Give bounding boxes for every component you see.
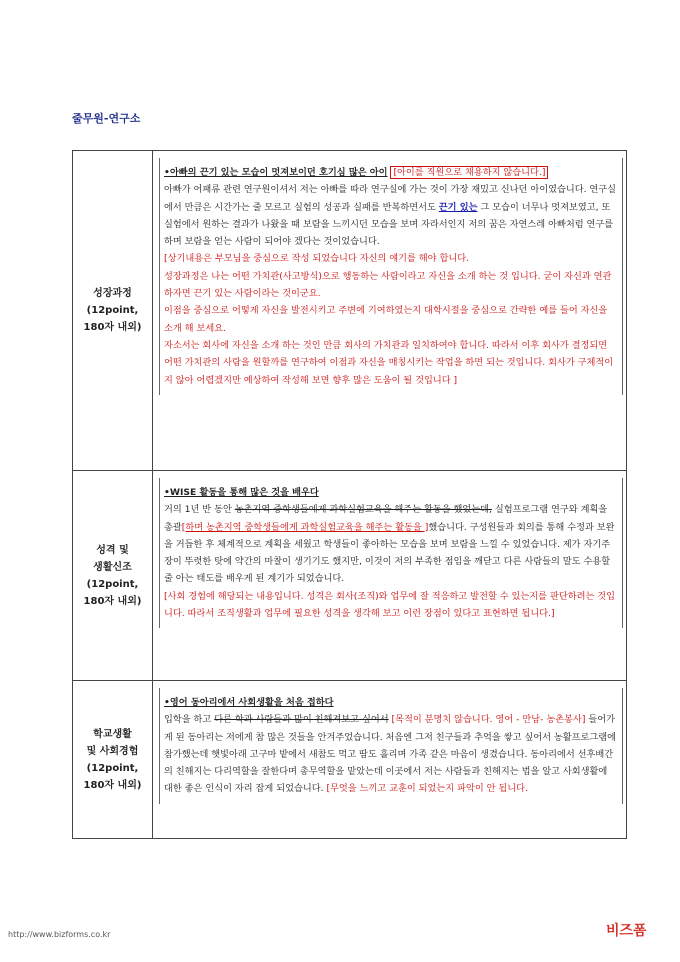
reviewer-note: [아이를 직원으로 채용하지 않습니다.] bbox=[390, 166, 548, 179]
table-row-growth bbox=[73, 151, 627, 471]
section-body bbox=[164, 501, 618, 587]
resume-table bbox=[72, 150, 627, 839]
table-row-personality bbox=[73, 471, 627, 681]
row-content-school-life bbox=[153, 681, 627, 839]
label-line: 180자 내외) bbox=[83, 595, 142, 607]
row-content-growth bbox=[153, 151, 627, 471]
label-line: (12point, bbox=[86, 578, 139, 590]
label-line: 성장과정 bbox=[93, 288, 132, 299]
highlight-text: 끈기 있는 bbox=[438, 201, 478, 213]
row-label-school-life bbox=[73, 681, 153, 839]
reviewer-comment: 이점을 중심으로 어떻게 자신을 발전시키고 주변에 기여하였는지 대학시절을 중심으로 간략한 예를 들어 자신을 소개 해 보세요. bbox=[164, 305, 608, 334]
reviewer-comment: [무엇을 느끼고 교훈이 되었는지 파악이 안 됩니다. bbox=[323, 783, 528, 795]
reviewer-comment: 자소서는 회사에 자신을 소개 하는 것인 만큼 회사의 가치관과 일치하여야 합니다. 따라서 이후 회사가 결정되면 어떤 가치관의 사람을 원할까를 연구하여 이점과 자신을 매칭시키는 작업을 하면 되는 것입니다. 회사가 구체적이지 않아 어렵겠지만 예상하여 작성해 보면 향후 많은 도움이 될 것입니다 ] bbox=[164, 339, 614, 386]
row-label-growth bbox=[73, 151, 153, 471]
reviewer-comment: [상기내용은 부모님을 중심으로 작성 되었습니다 자신의 얘기를 해야 합니다. bbox=[164, 253, 469, 265]
label-line: 생활신조 bbox=[93, 561, 132, 573]
page-title: 줄무원-연구소 bbox=[72, 112, 141, 125]
section-heading: •영어 동아리에서 사회생활을 처음 접하다 bbox=[164, 697, 334, 708]
footer-url: http://www.bizforms.co.kr bbox=[8, 930, 111, 939]
row-label-personality bbox=[73, 471, 153, 681]
body-text: 거의 1년 반 동안 bbox=[164, 504, 235, 516]
reviewer-comment: [사회 경험에 해당되는 내용입니다. 성격은 회사(조직)와 업무에 잘 적응하고 발전할 수 있는지를 판단하려는 것입니다. 따라서 조직생활과 업무에 필요한 성격을 생각해 보고 이런 장점이 있다고 표현하면 됩니다.] bbox=[164, 590, 616, 620]
body-text: 입학을 하고 bbox=[164, 714, 215, 726]
body-text: 그 모습이 너무나 멋져보였고, 또 실험에서 원하는 결과가 나왔을 때 보람을 느끼시던 모습을 보며 자라서인지 저의 꿈은 자연스레 아빠처럼 연구를 하며 보람을 얻는 사람이 되어야 겠다는 것이었습니다. bbox=[164, 201, 614, 248]
section-body bbox=[164, 181, 618, 250]
struck-text: 농촌지역 중학생들에게 과학실험교육을 해주는 활동을 했었는데, bbox=[234, 504, 492, 516]
table-row-school-life bbox=[73, 681, 627, 839]
section-body bbox=[164, 711, 618, 797]
label-line: 성격 및 bbox=[96, 544, 129, 556]
bizforms-logo: 비즈폼 bbox=[606, 923, 647, 939]
section-heading: •WISE 활동을 통해 많은 것을 배우다 bbox=[164, 487, 319, 498]
label-line: 및 사회경험 bbox=[86, 745, 139, 757]
label-line: 학교생활 bbox=[93, 728, 132, 740]
section-heading: •아빠의 끈기 있는 모습이 멋져보이던 호기심 많은 아이 bbox=[164, 167, 388, 178]
reviewer-note: [하며 농촌지역 중학생들에게 과학실험교육을 해주는 활동을 ] bbox=[181, 521, 429, 533]
reviewer-note: [목적이 분명치 않습니다. 영어 - 만남- 농촌봉사] bbox=[388, 714, 586, 726]
body-text: 들어가게 된 동아리는 저에게 참 많은 것들을 안겨주었습니다. 처음엔 그저 친구들과 추억을 쌓고 싶어서 농활프로그램에 참가했는데 햇빛아래 고구마 밭에서 새참도 먹고 땀도 흘리며 가족 같은 마음이 생겼습니다. 동아리에서 선후배간의 친해지는 다리역할을 잘한다며 총무역할을 맡았는데 이곳에서 저는 사람들과 친해지는 법을 알고 사회생활에 대한 좋은 인식이 자리 잡게 되었습니다. bbox=[164, 714, 617, 795]
body-text: 실험프로그램 연구와 계획을 총괄 bbox=[164, 504, 608, 533]
body-text: 아빠가 어패류 관련 연구원이셔서 저는 아빠를 따라 연구실에 가는 것이 가장 재밌고 신나던 아이였습니다. 연구실에서 만큼은 시간가는 줄 모르고 실험의 성공과 실패를 반복하면서도 bbox=[164, 184, 617, 213]
struck-text: 다른 학과 사람들과 많이 친해져보고 싶어서 bbox=[214, 714, 389, 726]
row-content-personality bbox=[153, 471, 627, 681]
label-line: 180자 내외) bbox=[83, 779, 142, 791]
body-text: 했습니다. 구성원들과 회의를 통해 수정과 보완을 거듭한 후 체계적으로 계획을 세웠고 학생들이 좋아하는 모습을 보며 보람을 느낄 수 있었습니다. 제가 자기주장이 뚜렷한 탓에 약간의 마찰이 생기기도 했지만, 이것이 저의 부족한 점임을 깨닫고 다른 사람들의 말도 수용할 줄 아는 태도를 배우게 된 계기가 되었습니다. bbox=[164, 521, 615, 585]
reviewer-comment: 성장과정은 나는 어떤 가치관(사고방식)으로 행동하는 사람이라고 자신을 소개 하는 것 입니다. 굳이 자신과 연관하자면 끈기 있는 사람이라는 것이군요. bbox=[164, 270, 612, 300]
label-line: (12point, bbox=[86, 305, 139, 316]
label-line: 180자 내외) bbox=[83, 322, 142, 333]
label-line: (12point, bbox=[86, 762, 139, 774]
